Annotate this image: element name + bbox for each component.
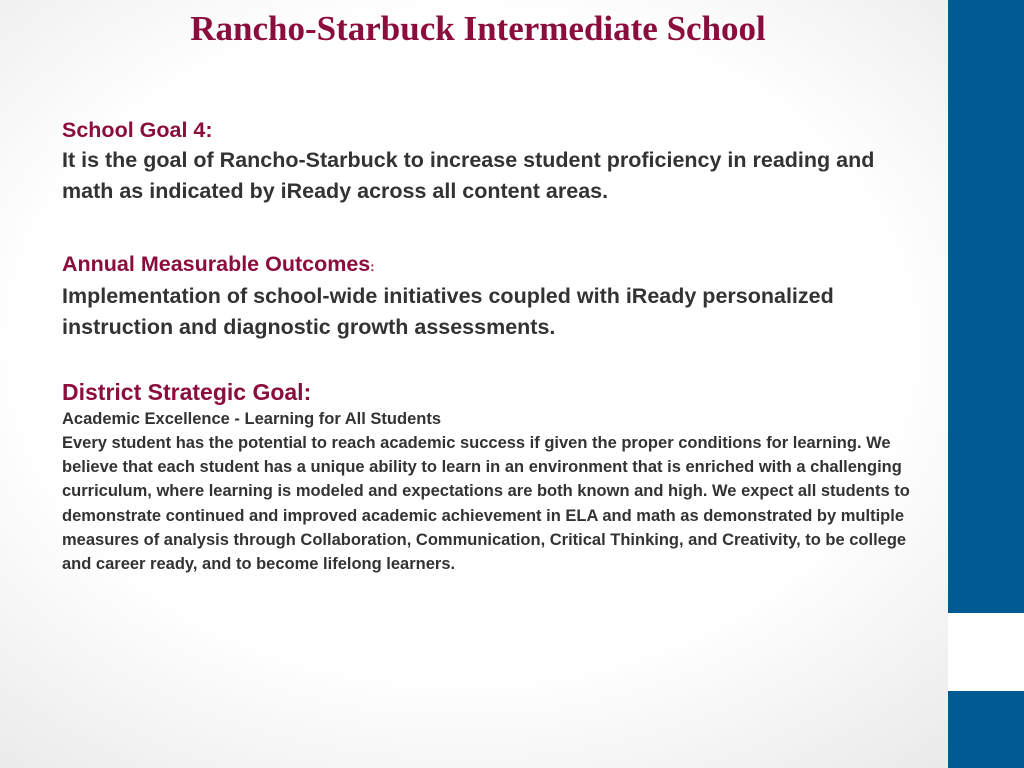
district-goal-subtitle: Academic Excellence - Learning for All Students bbox=[62, 410, 441, 428]
outcomes-text: Implementation of school-wide initiatives coupled with iReady personalized instruction and diagnostic growth assessments. bbox=[62, 284, 834, 339]
sidebar-accent-top bbox=[948, 0, 1024, 613]
school-goal-text: It is the goal of Rancho-Starbuck to increase student proficiency in reading and math as indicated by iReady across all content areas. bbox=[62, 148, 875, 203]
slide-title: Rancho-Starbuck Intermediate School bbox=[190, 9, 766, 48]
outcomes-heading-colon: : bbox=[370, 259, 375, 274]
district-goal-text: Every student has the potential to reach academic success if given the proper conditions for learning. We believe that each student has a unique ability to learn in an environment that is enriched with a challenging curriculum, where learning is modeled and expectations are both known and high. We expect all students to demonstrate continued and improved academic achievement in ELA and math as demonstrated by multiple measures of analysis through Collaboration, Communication, Critical Thinking, and Creativity, to be college and career ready, and to become lifelong learners. bbox=[62, 434, 910, 574]
school-goal-heading: School Goal 4: bbox=[62, 118, 213, 142]
sidebar-accent-bottom bbox=[948, 691, 1024, 768]
slide-content bbox=[62, 116, 912, 576]
outcomes-heading-label: Annual Measurable Outcomes bbox=[62, 252, 371, 276]
district-goal-heading: District Strategic Goal: bbox=[62, 379, 312, 405]
outcomes-heading bbox=[62, 250, 912, 281]
sidebar-gap bbox=[948, 613, 1024, 691]
